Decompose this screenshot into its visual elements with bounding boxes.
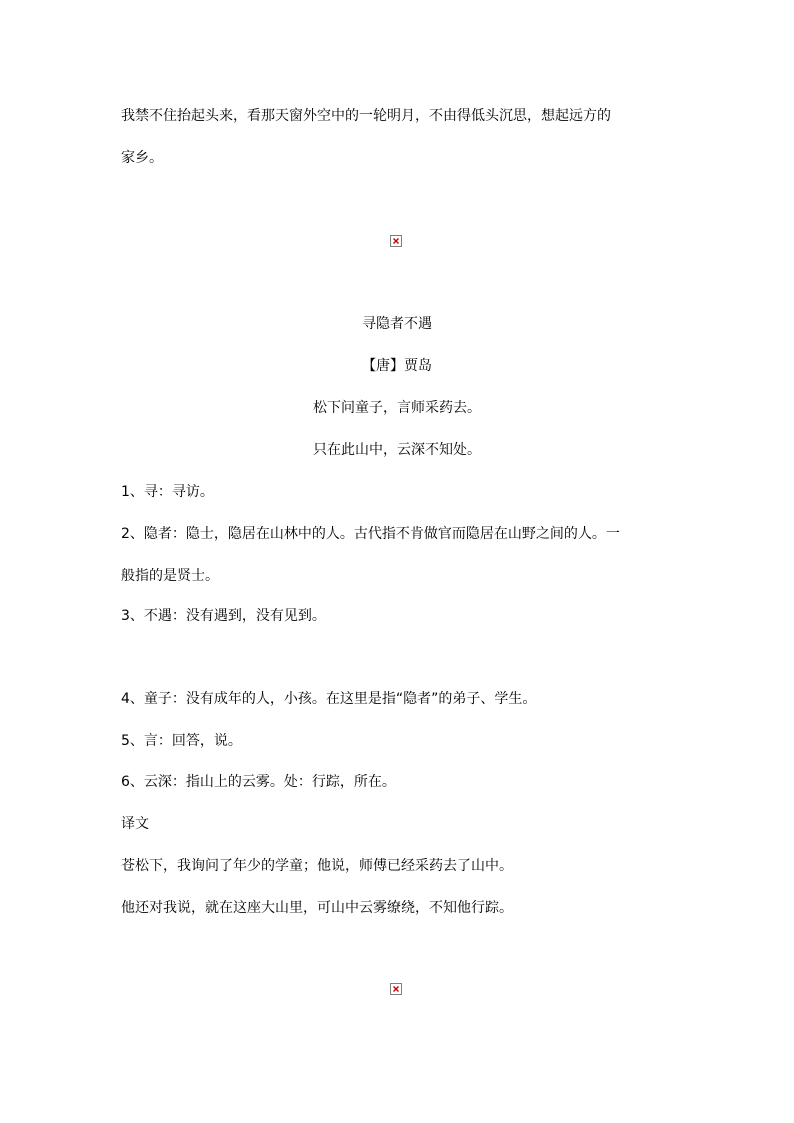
intro-line-2: 家乡。 [121,150,163,166]
note-2-continued: 般指的是贤士。 [121,568,219,584]
note-3: 3、不遇：没有遇到，没有见到。 [121,608,326,624]
note-1: 1、寻：寻访。 [121,484,214,500]
note-2: 2、隐者：隐士，隐居在山林中的人。古代指不肯做官而隐居在山野之间的人。一 [121,526,620,542]
poem-line-2: 只在此山中，云深不知处。 [313,442,481,458]
broken-image-icon [390,983,402,995]
intro-line-1: 我禁不住抬起头来，看那天窗外空中的一轮明月，不由得低头沉思，想起远方的 [121,108,611,124]
poem-line-1: 松下问童子，言师采药去。 [313,400,481,416]
translation-line-2: 他还对我说，就在这座大山里，可山中云雾缭绕，不知他行踪。 [121,900,513,916]
note-6: 6、云深：指山上的云雾。处：行踪，所在。 [121,774,396,790]
translation-heading: 译文 [121,816,149,832]
poem-title: 寻隐者不遇 [362,316,432,332]
translation-line-1: 苍松下，我询问了年少的学童；他说，师傅已经采药去了山中。 [121,858,513,874]
poem-author: 【唐】贾岛 [362,358,432,374]
broken-image-icon [390,235,402,247]
note-5: 5、言：回答，说。 [121,733,242,749]
note-4: 4、童子：没有成年的人，小孩。在这里是指“隐者”的弟子、学生。 [121,691,537,707]
